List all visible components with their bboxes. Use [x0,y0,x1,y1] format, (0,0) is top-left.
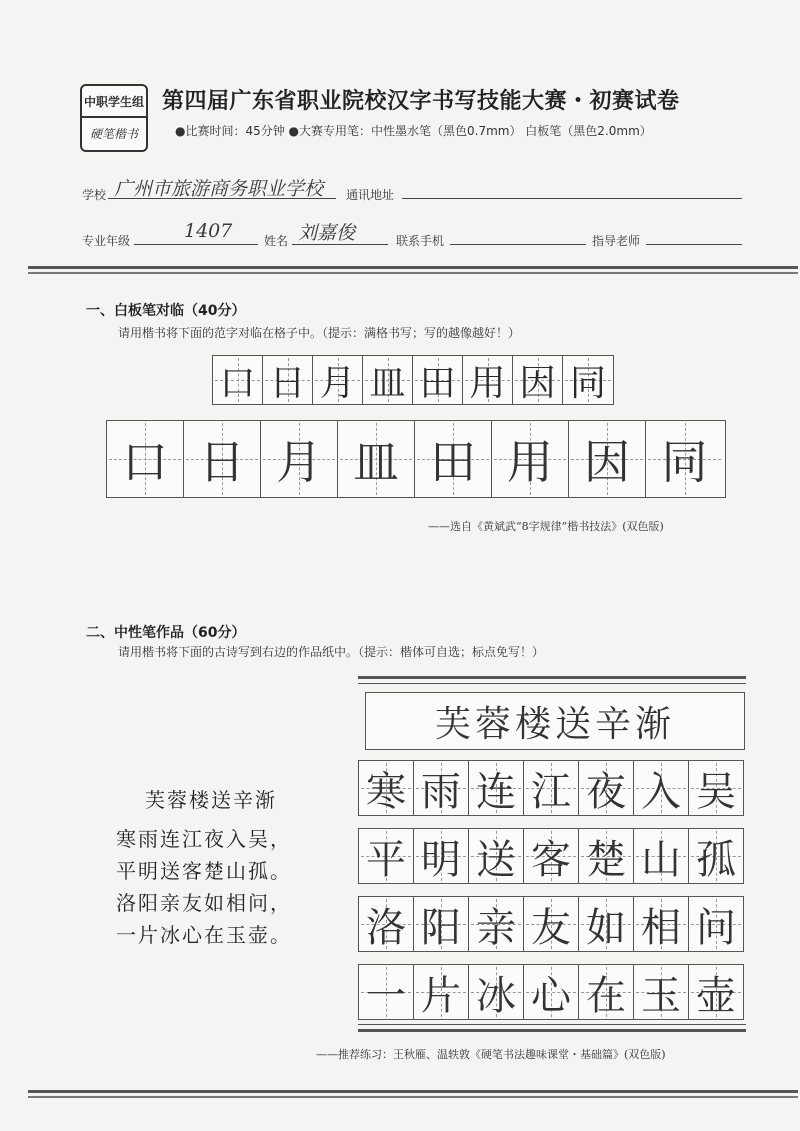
model-cell [213,356,263,404]
model-cell [263,356,313,404]
work-cell[interactable] [579,761,634,815]
copy-cell[interactable] [492,421,569,497]
copy-cell[interactable] [646,421,723,497]
work-char: 一 [366,972,406,1019]
model-cell [513,356,563,404]
copy-char: 因 [584,435,630,489]
work-cell[interactable] [689,965,743,1019]
work-cell[interactable] [414,897,469,951]
work-cell[interactable] [634,897,689,951]
work-char: 吴 [696,768,736,815]
model-char: 用 [469,362,506,404]
work-char: 客 [531,836,571,883]
footer-divider-thin [28,1096,798,1098]
school-field[interactable] [108,180,336,199]
work-cell[interactable] [469,829,524,883]
work-char: 山 [641,836,681,883]
footer-divider [28,1090,798,1093]
work-char: 寒 [366,768,406,815]
copy-char: 用 [507,435,553,489]
work-row[interactable] [358,760,744,816]
major-value: 1407 [184,220,233,242]
section2-instruction: 请用楷书将下面的古诗写到右边的作品纸中。（提示：楷体可自选；标点免写！） [118,645,545,659]
work-cell[interactable] [689,761,743,815]
name-field[interactable] [292,222,388,245]
paper-top-rule [358,676,746,679]
copy-cell[interactable] [184,421,261,497]
work-row[interactable] [358,828,744,884]
work-cell[interactable] [414,761,469,815]
work-char: 孤 [696,836,736,883]
section1-source: ——选自《黄斌武“8字规律”楷书技法》(双色版) [428,520,664,533]
work-cell[interactable] [524,829,579,883]
section1-title: 一、白板笔对临（40分） [86,303,246,319]
work-char: 友 [531,904,571,951]
work-char: 送 [476,836,516,883]
work-char: 冰 [476,972,516,1019]
work-cell[interactable] [469,897,524,951]
work-cell[interactable] [579,965,634,1019]
work-cell[interactable] [579,897,634,951]
copy-cell[interactable] [338,421,415,497]
header-divider [28,266,798,269]
model-cell [413,356,463,404]
major-field[interactable] [134,220,258,245]
badge-group-label: 中职学生组 [82,86,146,118]
model-char: 因 [519,362,556,404]
work-char: 如 [586,904,626,951]
model-char: 皿 [369,362,406,404]
work-cell[interactable] [689,829,743,883]
paper-bottom-rule-thin [358,1024,746,1025]
work-char: 阳 [421,904,461,951]
copy-char: 皿 [353,435,399,489]
work-cell[interactable] [689,897,743,951]
poem-line: 洛阳亲友如相问， [116,891,292,915]
work-cell[interactable] [359,965,414,1019]
model-char: 田 [419,362,456,404]
copy-cell[interactable] [415,421,492,497]
page-title: 第四届广东省职业院校汉字书写技能大赛・初赛试卷 [162,89,680,114]
copy-cell[interactable] [107,421,184,497]
work-char: 明 [421,836,461,883]
teacher-field[interactable] [646,226,742,245]
poem-line: 寒雨连江夜入吴， [116,827,292,851]
work-cell[interactable] [524,897,579,951]
work-char: 壶 [696,972,736,1019]
copy-char: 田 [430,435,476,489]
badge-style-label: 硬笔楷书 [89,126,138,141]
section1-instruction: 请用楷书将下面的范字对临在格子中。（提示：满格书写；写的越像越好！） [118,326,521,340]
model-cell [563,356,613,404]
model-cell [363,356,413,404]
work-row[interactable] [358,964,744,1020]
model-char: 口 [219,362,256,404]
copy-cell[interactable] [569,421,646,497]
work-char: 连 [476,768,516,815]
address-field[interactable] [402,180,742,199]
model-char: 日 [269,362,306,404]
work-cell[interactable] [524,761,579,815]
copy-char-grid[interactable] [106,420,726,498]
copy-char: 月 [276,435,322,489]
copy-char: 日 [199,435,245,489]
paper-top-rule-thin [358,683,746,684]
work-char: 在 [586,972,626,1019]
name-value: 刘嘉俊 [298,222,356,244]
work-char: 平 [366,836,406,883]
work-cell[interactable] [414,965,469,1019]
poem-line: 一片冰心在玉壶。 [116,923,292,947]
work-title: 芙蓉楼送辛渐 [434,703,675,745]
copy-char: 口 [122,435,168,489]
section2-title: 二、中性笔作品（60分） [86,625,246,641]
teacher-label: 指导老师 [592,234,641,248]
work-row[interactable] [358,896,744,952]
header-divider-thin [28,272,798,274]
copy-cell[interactable] [261,421,338,497]
work-cell[interactable] [359,761,414,815]
work-char: 楚 [586,836,626,883]
work-char: 入 [641,768,681,815]
model-char: 同 [569,362,606,404]
work-cell[interactable] [524,965,579,1019]
contest-info: ●比赛时间：45分钟 ●大赛专用笔：中性墨水笔（黑色0.7mm） 白板笔（黑色2.0mm） [175,124,652,138]
work-char: 问 [696,904,736,951]
school-value: 广州市旅游商务职业学校 [114,178,324,200]
work-char: 片 [421,972,461,1019]
phone-label: 联系手机 [396,234,445,248]
work-title-box[interactable] [365,692,745,750]
work-char: 洛 [366,904,406,951]
work-char: 雨 [421,768,461,815]
model-char-grid [212,355,614,405]
work-cell[interactable] [469,761,524,815]
work-cell[interactable] [359,829,414,883]
poem-line: 平明送客楚山孤。 [116,859,292,883]
major-label: 专业年级 [82,234,131,248]
address-label: 通讯地址 [346,188,395,202]
model-cell [313,356,363,404]
work-char: 心 [531,972,571,1019]
model-char: 月 [319,362,356,404]
poem-title: 芙蓉楼送辛渐 [145,788,277,812]
section2-source: ——推荐练习：王秋雁、温轶敦《硬笔书法趣味课堂・基础篇》(双色版) [316,1048,666,1061]
work-cell[interactable] [414,829,469,883]
work-cell[interactable] [469,965,524,1019]
name-label: 姓名 [264,234,289,248]
work-char: 夜 [586,768,626,815]
work-cell[interactable] [634,965,689,1019]
copy-char: 同 [661,435,708,489]
work-cell[interactable] [634,829,689,883]
school-label: 学校 [82,188,107,202]
model-cell [463,356,513,404]
work-char: 玉 [641,972,681,1019]
phone-field[interactable] [450,226,586,245]
work-cell[interactable] [359,897,414,951]
group-badge [80,84,148,152]
work-char: 亲 [476,904,516,951]
work-cell[interactable] [579,829,634,883]
work-char: 江 [531,768,571,815]
work-cell[interactable] [634,761,689,815]
work-char: 相 [641,904,681,951]
paper-bottom-rule [358,1029,746,1032]
